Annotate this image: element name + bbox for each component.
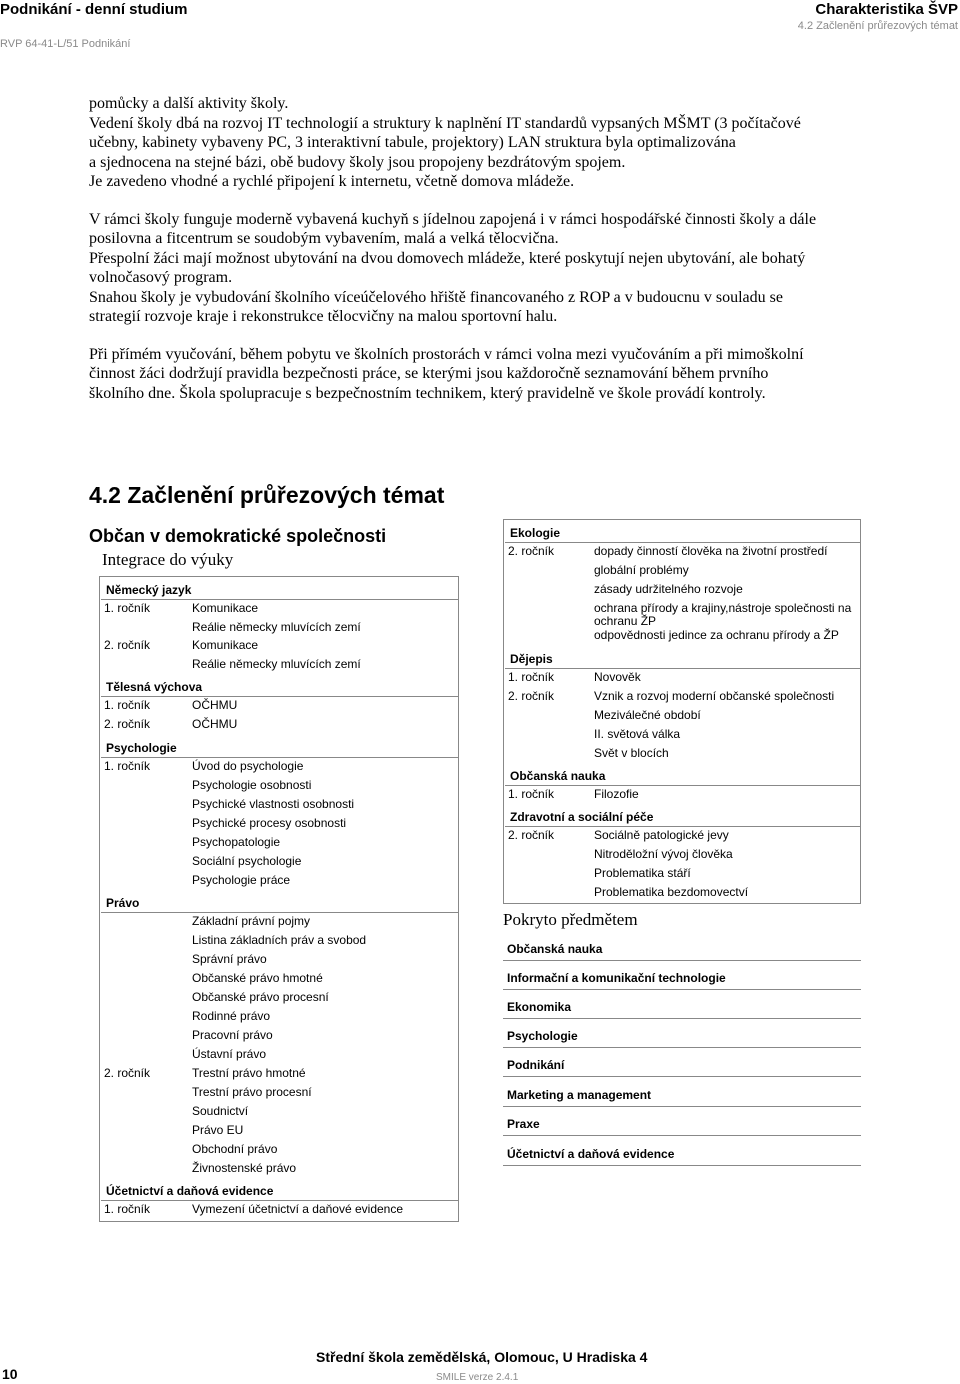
topic: Psychologie osobnosti [192, 778, 312, 792]
covered-subject: Účetnictví a daňová evidence [503, 1145, 861, 1166]
body-text [89, 94, 859, 403]
topic: odpovědnosti jedince za ochranu přírody a ŽP [594, 628, 839, 642]
subject-header: Zdravotní a sociální péče [510, 808, 860, 826]
grade-label: 2. ročník [508, 689, 555, 703]
grade-label: 2. ročník [508, 828, 555, 842]
topic: Občanské právo hmotné [192, 971, 323, 985]
topic: zásady udržitelného rozvoje [594, 582, 743, 596]
subject-header: Právo [106, 894, 458, 912]
grade-label: 2. ročník [104, 717, 151, 731]
footer-version: SMILE verze 2.4.1 [436, 1372, 519, 1383]
topic: Reálie německy mluvících zemí [192, 657, 361, 671]
topic: Filozofie [594, 787, 639, 801]
covered-subject: Marketing a management [503, 1086, 861, 1107]
topic: Rodinné právo [192, 1009, 271, 1023]
body-line: a sjednocena na stejné bázi, obě budovy školy jsou propojeny bezdrátovým spojem. [89, 153, 626, 171]
topic: Problematika bezdomovectví [594, 885, 749, 899]
grade-label: 2. ročník [508, 544, 555, 558]
header-section-subtitle: 4.2 Začlenění průřezových témat [797, 20, 958, 32]
body-line: strategií rozvoje kraje i rekonstrukce tělocvičny na malou sportovní halu. [89, 308, 558, 325]
topic: Meziválečné období [594, 708, 701, 722]
body-line: Přespolní žáci mají možnost ubytování na dvou domovech mládeže, které poskytují nejen ubytování, ale bohatý [89, 249, 806, 267]
covered-subject: Podnikání [503, 1056, 861, 1077]
subject-header: Tělesná výchova [106, 678, 458, 696]
topic: Živnostenské právo [192, 1161, 297, 1175]
topic: Ústavní právo [192, 1047, 267, 1061]
topic: Sociální psychologie [192, 854, 302, 868]
grade-label: 1. ročník [508, 670, 555, 684]
body-line: školního dne. Škola spolupracuje s bezpečnostním technikem, který pravidelně ve škole provádí kontroly. [89, 384, 766, 402]
topic: Právo EU [192, 1123, 244, 1137]
topic: Komunikace [192, 601, 259, 615]
topic: Správní právo [192, 952, 267, 966]
section-title: 4.2 Začlenění průřezových témat [89, 482, 445, 508]
body-line: volnočasový program. [89, 269, 233, 286]
header-chapter-title: Charakteristika ŠVP [815, 1, 958, 18]
covered-subject: Ekonomika [503, 998, 861, 1019]
covered-by-title: Pokryto předmětem [503, 910, 638, 929]
page-number: 10 [2, 1366, 18, 1382]
grade-label: 1. ročník [104, 601, 151, 615]
header-program-title: Podnikání - denní studium [0, 1, 188, 18]
grade-label: 2. ročník [104, 1066, 151, 1080]
subject-header: Dějepis [510, 650, 860, 668]
integration-table-right [503, 519, 861, 904]
grade-label: 1. ročník [508, 787, 555, 801]
footer-school: Střední škola zemědělská, Olomouc, U Hradiska 4 [316, 1349, 648, 1365]
covered-subject: Informační a komunikační technologie [503, 969, 861, 990]
topic: OČHMU [192, 717, 238, 731]
paragraph-gap [89, 192, 859, 210]
topic: Vznik a rozvoj moderní občanské společnosti [594, 689, 835, 703]
topic: Obchodní právo [192, 1142, 278, 1156]
subject-header: Německý jazyk [106, 581, 458, 599]
covered-subject: Občanská nauka [503, 940, 861, 961]
topic: Trestní právo procesní [192, 1085, 312, 1099]
theme-subtitle: Integrace do výuky [102, 550, 234, 569]
body-line: pomůcky a další aktivity školy. [89, 95, 289, 112]
subject-header: Účetnictví a daňová evidence [106, 1182, 458, 1200]
topic: Psychické vlastnosti osobnosti [192, 797, 355, 811]
topic: Základní právní pojmy [192, 914, 311, 928]
topic: Problematika stáří [594, 866, 691, 880]
topic: dopady činností člověka na životní prostředí [594, 544, 828, 558]
topic: Psychologie práce [192, 873, 291, 887]
covered-subject: Psychologie [503, 1027, 861, 1048]
grade-label: 1. ročník [104, 1202, 151, 1216]
topic: globální problémy [594, 563, 689, 577]
topic: Novověk [594, 670, 641, 684]
topic: Úvod do psychologie [192, 759, 304, 773]
body-line: učebny, kabinety vybaveny PC, 3 interaktivní tabule, projektory) LAN struktura byla optimalizována [89, 134, 736, 151]
body-line: V rámci školy funguje moderně vybavená kuchyň s jídelnou zapojená i v rámci hospodářské činnosti školy a dále [89, 210, 817, 228]
topic: Reálie německy mluvících zemí [192, 620, 361, 634]
topic: ochrana přírody a krajiny,nástroje společnosti na [594, 601, 852, 615]
topic: Pracovní právo [192, 1028, 273, 1042]
topic: Nitroděložní vývoj člověka [594, 847, 733, 861]
body-line: Snahou školy je vybudování školního víceúčelového hřiště financovaného z ROP a v budoucnu v souladu se [89, 288, 783, 306]
theme-title: Občan v demokratické společnosti [89, 526, 387, 546]
integration-table [99, 576, 459, 1222]
topic: Sociálně patologické jevy [594, 828, 729, 842]
body-line: Vedení školy dbá na rozvoj IT technologií a struktury k naplnění IT standardů vypsaných MŠMT (3 počítačové [89, 114, 801, 132]
topic: Psychické procesy osobnosti [192, 816, 347, 830]
body-line: posilovna a fitcentrum se soudobým vybavením, malá a velká tělocvična. [89, 230, 559, 247]
topic: Svět v blocích [594, 746, 669, 760]
subject-header: Psychologie [106, 739, 458, 757]
topic: II. světová válka [594, 727, 681, 741]
grade-label: 1. ročník [104, 698, 151, 712]
header-rvp-code: RVP 64-41-L/51 Podnikání [0, 38, 131, 50]
subject-header: Ekologie [510, 524, 860, 542]
topic: Psychopatologie [192, 835, 281, 849]
topic: Komunikace [192, 638, 259, 652]
grade-label: 1. ročník [104, 759, 151, 773]
topic: Občanské právo procesní [192, 990, 329, 1004]
body-line: Při přímém vyučování, během pobytu ve školních prostorách v rámci volna mezi vyučováním a při mimoškolní [89, 345, 804, 363]
topic: Trestní právo hmotné [192, 1066, 306, 1080]
paragraph-gap [89, 327, 859, 345]
body-line: činnost žáci dodržují pravidla bezpečnosti práce, se kterými jsou každoročně seznamování během prvního [89, 365, 769, 382]
grade-label: 2. ročník [104, 638, 151, 652]
topic: ochranu ŽP [594, 614, 657, 628]
topic: OČHMU [192, 698, 238, 712]
covered-subject: Praxe [503, 1115, 861, 1136]
subject-header: Občanská nauka [510, 767, 860, 785]
topic: Vymezení účetnictví a daňové evidence [192, 1202, 404, 1216]
topic: Soudnictví [192, 1104, 249, 1118]
topic: Listina základních práv a svobod [192, 933, 367, 947]
body-line: Je zavedeno vhodné a rychlé připojení k internetu, včetně domova mládeže. [89, 173, 575, 190]
